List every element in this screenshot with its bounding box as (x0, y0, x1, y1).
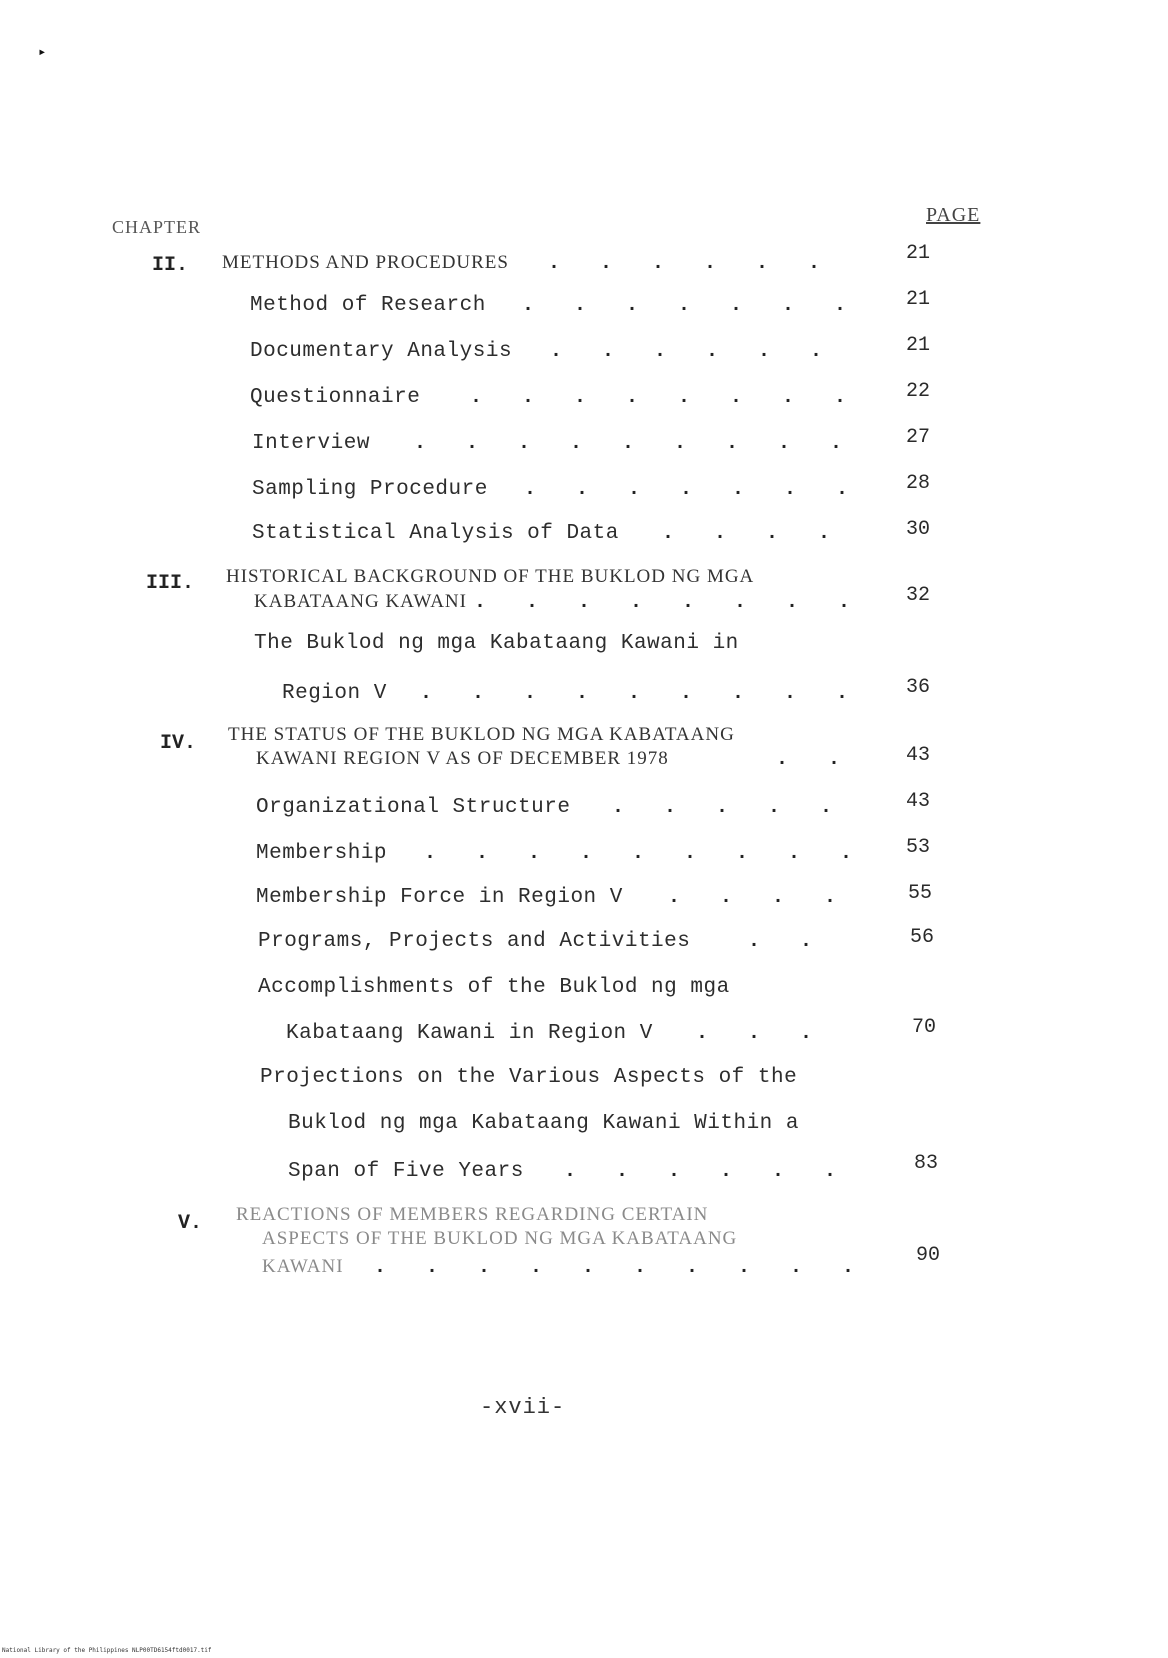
toc-entry-title-continued: Region V (282, 682, 387, 705)
toc-entry-title: Projections on the Various Aspects of the (260, 1066, 798, 1089)
toc-entry-page: 43 (906, 790, 931, 813)
leader-dots: . . . . . (612, 796, 847, 819)
toc-entry-title-continued: ASPECTS OF THE BUKLOD NG MGA KABATAANG (262, 1228, 738, 1249)
toc-entry-title: The Buklod ng mga Kabataang Kawani in (254, 632, 739, 655)
leader-dots: . . . (696, 1022, 827, 1045)
toc-entry-title: Programs, Projects and Activities (258, 930, 691, 953)
toc-entry-title: Accomplishments of the Buklod ng mga (258, 976, 730, 999)
leader-dots: . . . . . . . (524, 478, 863, 501)
toc-entry-page: 56 (910, 926, 935, 949)
leader-dots: . . . . . . . . . (414, 432, 857, 455)
leader-dots: . . . . . . . . (474, 591, 865, 614)
toc-entry-page: 53 (906, 836, 931, 859)
scan-source-caption: National Library of the Philippines NLP00TD6154ftd0017.tif (2, 1647, 212, 1654)
toc-entry-page: 43 (906, 744, 931, 767)
leader-dots: . . (776, 748, 855, 771)
roman-page-number: -xvii- (480, 1395, 566, 1420)
toc-entry-page: 55 (908, 882, 933, 905)
leader-dots: . . . . . . . . . . (374, 1256, 869, 1279)
toc-entry-page: 21 (906, 242, 931, 265)
toc-entry-page: 70 (912, 1016, 937, 1039)
toc-entry-title: Questionnaire (250, 386, 421, 409)
chapter-column-header: CHAPTER (112, 217, 202, 237)
toc-entry-title: Interview (252, 432, 370, 455)
leader-dots: . . . . . . . . . (424, 842, 867, 865)
leader-dots: . . . . . . . (522, 294, 861, 317)
toc-entry-title-continued: Span of Five Years (288, 1160, 524, 1183)
leader-dots: . . . . . . (564, 1160, 851, 1183)
leader-dots: . . . . . . . . (470, 386, 861, 409)
toc-entry-title: Statistical Analysis of Data (252, 522, 619, 545)
leader-dots: . . (748, 930, 827, 953)
toc-entry-title-continued: KABATAANG KAWANI (254, 591, 467, 612)
toc-entry-title: METHODS AND PROCEDURES (222, 252, 509, 273)
chapter-number-v: V. (178, 1212, 203, 1235)
toc-entry-page: 27 (906, 426, 931, 449)
toc-entry-title: Method of Research (250, 294, 486, 317)
toc-entry-page: 21 (906, 288, 931, 311)
toc-entry-title: REACTIONS OF MEMBERS REGARDING CERTAIN (236, 1204, 709, 1225)
toc-entry-page: 36 (906, 676, 931, 699)
toc-entry-page: 32 (906, 584, 931, 607)
chapter-number-iv: IV. (160, 732, 197, 755)
toc-entry-page: 28 (906, 472, 931, 495)
leader-dots: . . . . . . . . . (420, 682, 863, 705)
toc-entry-title-continued: Buklod ng mga Kabataang Kawani Within a (288, 1112, 799, 1135)
toc-entry-title-continued: KAWANI (262, 1256, 344, 1277)
toc-entry-page: 83 (914, 1152, 939, 1175)
chapter-number-ii: II. (152, 254, 189, 277)
toc-entry-title-continued: KAWANI REGION V AS OF DECEMBER 1978 (256, 748, 669, 769)
toc-entry-title: HISTORICAL BACKGROUND OF THE BUKLOD NG MGA (226, 566, 755, 587)
toc-entry-title: THE STATUS OF THE BUKLOD NG MGA KABATAANG (228, 724, 735, 745)
page-column-header: PAGE (926, 204, 981, 226)
toc-entry-title: Sampling Procedure (252, 478, 488, 501)
toc-entry-title: Membership Force in Region V (256, 886, 623, 909)
toc-entry-page: 22 (906, 380, 931, 403)
leader-dots: . . . . (662, 522, 845, 545)
toc-entry-page: 21 (906, 334, 931, 357)
toc-entry-title-continued: Kabataang Kawani in Region V (286, 1022, 653, 1045)
corner-mark: ▸ (38, 45, 47, 61)
toc-entry-page: 30 (906, 518, 931, 541)
leader-dots: . . . . . . (550, 340, 837, 363)
leader-dots: . . . . . . (548, 252, 835, 275)
toc-entry-title: Organizational Structure (256, 796, 571, 819)
chapter-number-iii: III. (146, 572, 195, 595)
leader-dots: . . . . (668, 886, 851, 909)
toc-entry-title: Membership (256, 842, 388, 865)
toc-entry-title: Documentary Analysis (250, 340, 513, 363)
toc-entry-page: 90 (916, 1244, 941, 1267)
